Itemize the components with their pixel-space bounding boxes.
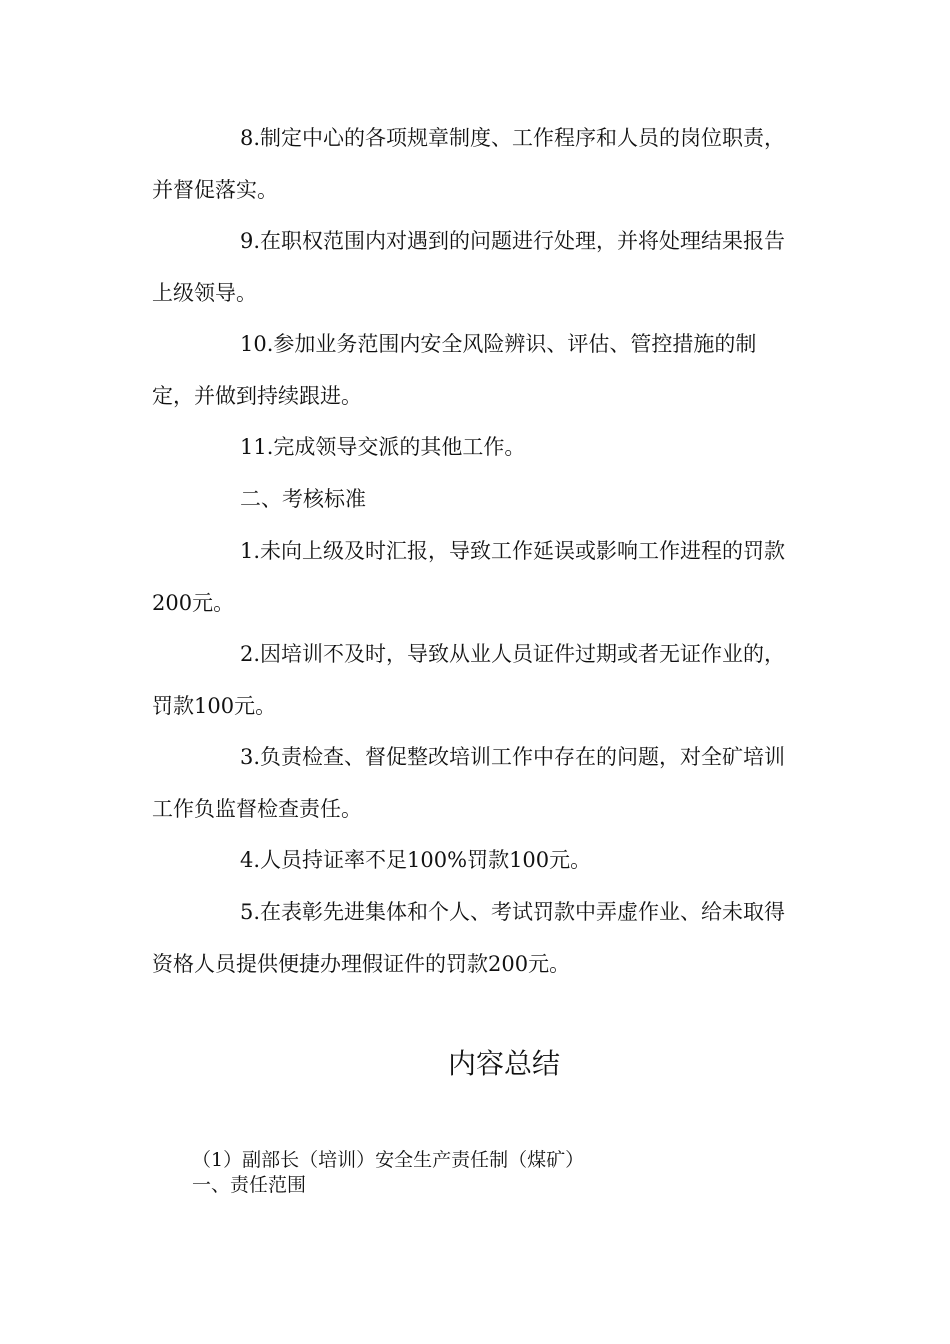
summary-title: 内容总结 — [447, 1047, 560, 1080]
assessment-item-5: 5.在表彰先进集体和个人、考试罚款中弄虚作业、给未取得资格人员提供便捷办理假证件的罚款200元。 — [152, 900, 786, 976]
paragraph-item-9: 9.在职权范围内对遇到的问题进行处理，并将处理结果报告上级领导。 — [152, 229, 786, 305]
section-heading-assessment: 二、考核标准 — [240, 487, 366, 511]
paragraph-item-8: 8.制定中心的各项规章制度、工作程序和人员的岗位职责，并督促落实。 — [152, 126, 786, 202]
paragraph-item-10: 10.参加业务范围内安全风险辨识、评估、管控措施的制定，并做到持续跟进。 — [152, 332, 757, 408]
summary-line-1: （1）副部长（培训）安全生产责任制（煤矿） — [192, 1149, 585, 1171]
summary-line-2: 一、责任范围 — [192, 1174, 307, 1196]
assessment-item-2: 2.因培训不及时，导致从业人员证件过期或者无证作业的，罚款100元。 — [152, 642, 786, 718]
assessment-item-3: 3.负责检查、督促整改培训工作中存在的问题，对全矿培训工作负监督检查责任。 — [152, 745, 786, 821]
paragraph-item-11: 11.完成领导交派的其他工作。 — [240, 435, 526, 459]
assessment-item-1: 1.未向上级及时汇报，导致工作延误或影响工作进程的罚款200元。 — [152, 539, 786, 615]
assessment-item-4: 4.人员持证率不足100%罚款100元。 — [240, 848, 592, 872]
